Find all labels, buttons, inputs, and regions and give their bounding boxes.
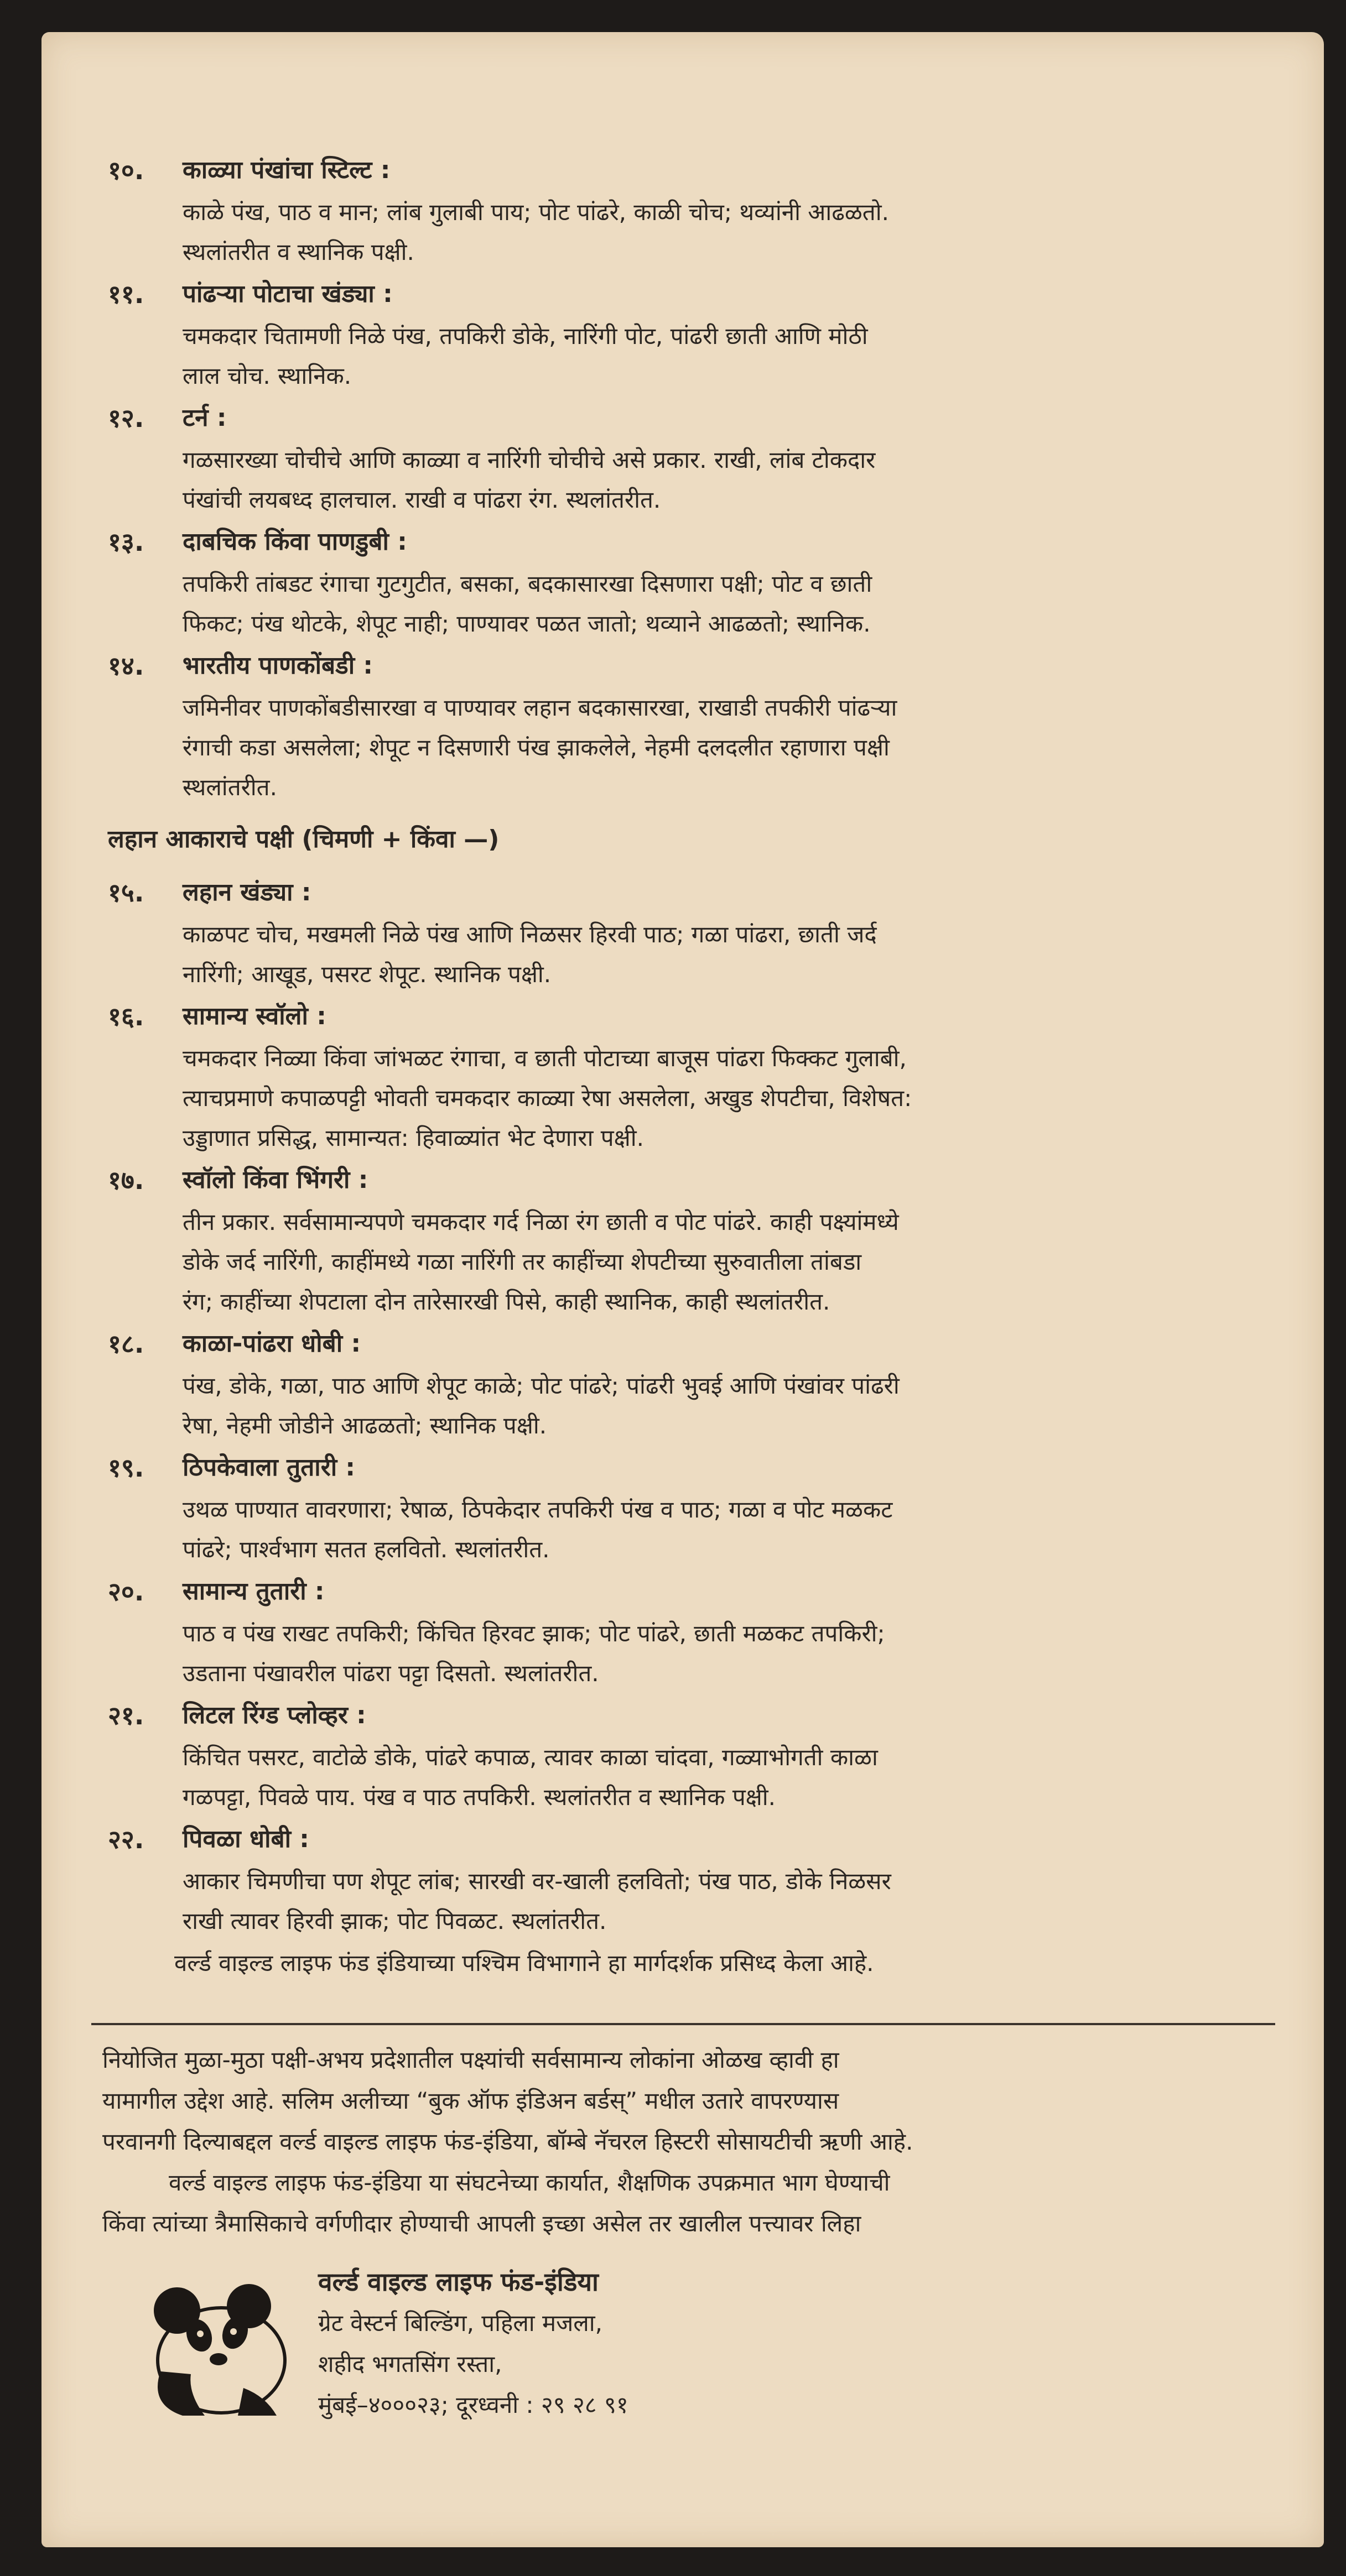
entry-number: १३. <box>108 527 144 557</box>
bird-description-line: उड्डाणात प्रसिद्ध, सामान्यत: हिवाळ्यांत भेट देणारा पक्षी. <box>183 1124 644 1151</box>
bird-description-line: रेषा, नेहमी जोडीने आढळतो; स्थानिक पक्षी. <box>183 1412 547 1439</box>
entry-body <box>183 1569 1264 1693</box>
bird-description-line: चमकदार निळ्या किंवा जांभळट रंगाचा, व छाती पोटाच्या बाजूस पांढरा फिक्कट गुलाबी, <box>183 1045 907 1072</box>
bird-name: स्वॉलो किंवा भिंगरी : <box>183 1166 368 1194</box>
leaflet-page <box>41 32 1324 2547</box>
bird-entry <box>108 644 1264 807</box>
entry-number: २०. <box>108 1577 144 1607</box>
bird-description-line: चमकदार चितामणी निळे पंख, तपकिरी डोके, नारिंगी पोट, पांढरी छाती आणि मोठी <box>183 322 868 350</box>
bird-list-large <box>108 148 1264 807</box>
bird-description-line: उथळ पाण्यात वावरणारा; रेषाळ, ठिपकेदार तपकिरी पंख व पाठ; गळा व पोट मळकट <box>183 1496 893 1523</box>
bird-description-line: पंखांची लयबध्द हालचाल. राखी व पांढरा रंग. स्थलांतरीत. <box>183 486 661 513</box>
entry-number: १२. <box>108 403 144 433</box>
bird-description-line: किंचित पसरट, वाटोळे डोके, पांढरे कपाळ, त्यावर काळा चांदवा, गळ्याभोगती काळा <box>183 1744 878 1771</box>
bird-entry <box>108 870 1264 994</box>
bird-name: भारतीय पाणकोंबडी : <box>183 651 373 680</box>
address-phone-line: मुंबई–४०००२३; दूरध्वनी : २९ २८ ९१ <box>318 2391 628 2418</box>
bird-description-line: उडताना पंखावरील पांढरा पट्टा दिसतो. स्थलांतरीत. <box>183 1660 599 1687</box>
bird-description-line: स्थलांतरीत व स्थानिक पक्षी. <box>183 238 414 265</box>
bird-name: काळ्या पंखांचा स्टिल्ट : <box>183 156 391 184</box>
bird-name: सामान्य तुतारी : <box>183 1577 325 1605</box>
bird-entry <box>108 1569 1264 1693</box>
footer-line: यामागील उद्देश आहे. सलिम अलीच्या “बुक ऑफ इंडिअन बर्डस्” मधील उतारे वापरण्यास <box>102 2087 839 2114</box>
entry-number: २२. <box>108 1824 144 1854</box>
entry-number: १९. <box>108 1453 144 1483</box>
bird-entry <box>108 994 1264 1158</box>
bird-name: पिवळा धोबी : <box>183 1825 309 1853</box>
entry-number: १६. <box>108 1002 144 1031</box>
entry-body <box>183 994 1264 1158</box>
entry-body <box>183 1446 1264 1569</box>
footer-line: परवानगी दिल्याबद्दल वर्ल्ड वाइल्ड लाइफ फंड-इंडिया, बॉम्बे नॅचरल हिस्टरी सोसायटीची ऋणी आहे. <box>102 2128 913 2155</box>
address-line: शहीद भगतसिंग रस्ता, <box>318 2350 502 2377</box>
divider-line <box>91 2023 1275 2025</box>
entry-body <box>183 870 1264 994</box>
bird-description-line: स्थलांतरीत. <box>183 774 277 801</box>
bird-entry <box>108 396 1264 520</box>
bird-description-line: गळसारख्या चोचीचे आणि काळ्या व नारिंगी चोचीचे असे प्रकार. राखी, लांब टोकदार <box>183 446 876 473</box>
footer-line: वर्ल्ड वाइल्ड लाइफ फंड-इंडिया या संघटनेच्या कार्यात, शैक्षणिक उपक्रमात भाग घेण्याची <box>169 2169 890 2196</box>
bird-description-line: काळपट चोच, मखमली निळे पंख आणि निळसर हिरवी पाठ; गळा पांढरा, छाती जर्द <box>183 921 877 948</box>
bird-entry <box>108 1158 1264 1322</box>
bird-entry <box>108 272 1264 396</box>
panda-logo-icon <box>138 2277 304 2421</box>
bird-name: काळा-पांढरा धोबी : <box>183 1329 361 1358</box>
entry-number: १०. <box>108 155 144 185</box>
bird-description-line: पंख, डोके, गळा, पाठ आणि शेपूट काळे; पोट पांढरे; पांढरी भुवई आणि पंखांवर पांढरी <box>183 1372 900 1399</box>
bird-name: पांढऱ्या पोटाचा खंड्या : <box>183 280 393 308</box>
entry-body <box>183 1817 1264 1941</box>
section-heading-small-birds: लहान आकाराचे पक्षी (चिमणी + किंवा —) <box>108 825 500 853</box>
contact-address <box>318 2261 628 2426</box>
entry-number: १७. <box>108 1165 144 1195</box>
bird-entry <box>108 1693 1264 1817</box>
footer-note <box>102 2040 1275 2244</box>
bird-description-line: नारिंगी; आखूड, पसरट शेपूट. स्थानिक पक्षी. <box>183 961 552 988</box>
bird-name: ठिपकेवाला तुतारी : <box>183 1453 356 1482</box>
bird-description-line: तीन प्रकार. सर्वसामान्यपणे चमकदार गर्द निळा रंग छाती व पोट पांढरे. काही पक्ष्यांमध्ये <box>183 1208 899 1235</box>
entry-body <box>183 1693 1264 1817</box>
publisher-credit: वर्ल्ड वाइल्ड लाइफ फंड इंडियाच्या पश्चिम विभागाने हा मार्गदर्शक प्रसिध्द केला आहे. <box>174 1949 874 1977</box>
address-line: ग्रेट वेस्टर्न बिल्डिंग, पहिला मजला, <box>318 2309 603 2337</box>
footer-line: नियोजित मुळा-मुठा पक्षी-अभय प्रदेशातील पक्ष्यांची सर्वसामान्य लोकांना ओळख व्हावी हा <box>102 2046 839 2073</box>
bird-entries <box>108 148 1264 1983</box>
bird-description-line: पांढरे; पार्श्वभाग सतत हलवितो. स्थलांतरीत. <box>183 1536 550 1563</box>
bird-description-line: पाठ व पंख राखट तपकिरी; किंचित हिरवट झाक; पोट पांढरे, छाती मळकट तपकिरी; <box>183 1620 885 1647</box>
bird-entry <box>108 1817 1264 1941</box>
bird-description-line: रंगाची कडा असलेला; शेपूट न दिसणारी पंख झाकलेले, नेहमी दलदलीत रहाणारा पक्षी <box>183 734 890 761</box>
entry-body <box>183 148 1264 272</box>
bird-description-line: फिकट; पंख थोटके, शेपूट नाही; पाण्यावर पळत जातो; थव्याने आढळतो; स्थानिक. <box>183 610 871 637</box>
entry-number: १४. <box>108 651 144 681</box>
bird-entry <box>108 1446 1264 1569</box>
bird-description-line: काळे पंख, पाठ व मान; लांब गुलाबी पाय; पोट पांढरे, काळी चोच; थव्यांनी आढळतो. <box>183 199 889 226</box>
entry-number: १८. <box>108 1329 144 1359</box>
entry-number: १५. <box>108 878 144 908</box>
bird-description-line: रंग; काहींच्या शेपटाला दोन तारेसारखी पिसे, काही स्थानिक, काही स्थलांतरीत. <box>183 1288 830 1315</box>
bird-description-line: तपकिरी तांबडट रंगाचा गुटगुटीत, बसका, बदकासारखा दिसणारा पक्षी; पोट व छाती <box>183 570 872 597</box>
bird-name: टर्न : <box>183 404 227 432</box>
bird-description-line: जमिनीवर पाणकोंबडीसारखा व पाण्यावर लहान बदकासारखा, राखाडी तपकीरी पांढऱ्या <box>183 694 897 721</box>
organization-name: वर्ल्ड वाइल्ड लाइफ फंड-इंडिया <box>318 2267 599 2297</box>
bird-name: लहान खंड्या : <box>183 878 311 906</box>
entry-body <box>183 272 1264 396</box>
bird-description-line: त्याचप्रमाणे कपाळपट्टी भोवती चमकदार काळ्या रेषा असलेला, अखुड शेपटीचा, विशेषत: <box>183 1084 912 1112</box>
entry-body <box>183 396 1264 520</box>
bird-name: दाबचिक किंवा पाणडुबी : <box>183 528 407 556</box>
entry-number: ११. <box>108 279 144 309</box>
footer-line: किंवा त्यांच्या त्रैमासिकाचे वर्गणीदार होण्याची आपली इच्छा असेल तर खालील पत्त्यावर लिहा <box>102 2210 861 2237</box>
bird-entry <box>108 148 1264 272</box>
bird-name: लिटल रिंग्ड प्लोव्हर : <box>183 1701 366 1729</box>
entry-body <box>183 1158 1264 1322</box>
entry-body <box>183 644 1264 807</box>
bird-list-small <box>108 870 1264 1941</box>
bird-description-line: गळपट्टा, पिवळे पाय. पंख व पाठ तपकिरी. स्थलांतरीत व स्थानिक पक्षी. <box>183 1784 776 1811</box>
bird-entry <box>108 520 1264 644</box>
entry-body <box>183 1322 1264 1446</box>
bird-name: सामान्य स्वॉलो : <box>183 1002 326 1030</box>
entry-body <box>183 520 1264 644</box>
bird-description-line: राखी त्यावर हिरवी झाक; पोट पिवळट. स्थलांतरीत. <box>183 1907 607 1934</box>
bird-description-line: लाल चोच. स्थानिक. <box>183 362 352 389</box>
bird-description-line: आकार चिमणीचा पण शेपूट लांब; सारखी वर-खाली हलवितो; पंख पाठ, डोके निळसर <box>183 1868 891 1895</box>
entry-number: २१. <box>108 1701 144 1730</box>
bird-description-line: डोके जर्द नारिंगी, काहींमध्ये गळा नारिंगी तर काहींच्या शेपटीच्या सुरुवातीला तांबडा <box>183 1248 862 1275</box>
bird-entry <box>108 1322 1264 1446</box>
